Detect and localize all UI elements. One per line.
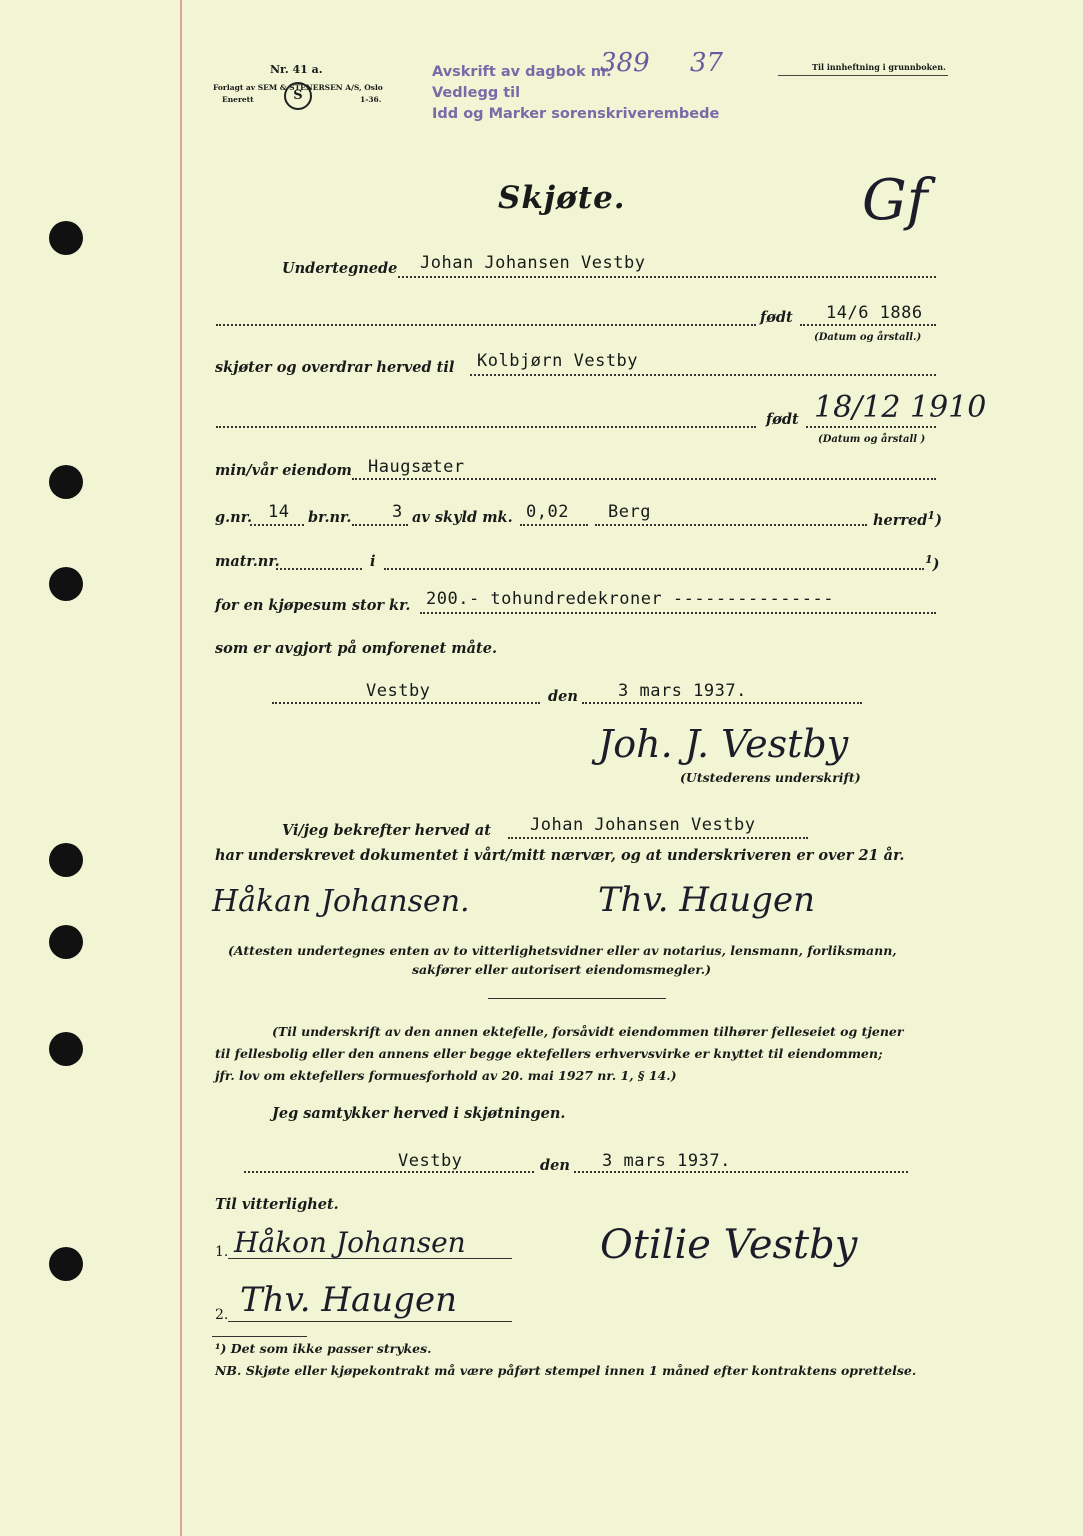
property-label: min/vår eiendom <box>215 462 352 479</box>
grantor-date-hint: (Datum og årstall.) <box>814 332 922 343</box>
publisher-enerett: Enerett <box>222 95 254 104</box>
punch-hole <box>49 567 83 601</box>
witness-signature-1: Håkan Johansen. <box>212 884 470 919</box>
herred-value: Berg <box>608 502 651 522</box>
stamp-line-1: Avskrift av dagbok nr. <box>432 64 612 80</box>
matr-i-label: i <box>370 553 376 570</box>
grantor-born-date: 14/6 1886 <box>826 303 923 323</box>
initials-signature: Gf <box>862 168 928 233</box>
place-1: Vestby <box>366 681 431 701</box>
gnr-line <box>250 524 304 526</box>
punch-hole <box>49 465 83 499</box>
matr-label: matr.nr. <box>215 553 280 570</box>
property-name: Haugsæter <box>368 457 465 477</box>
footnote-marker: 1 <box>925 553 933 566</box>
matr-i-line <box>384 568 924 570</box>
separator-rule <box>488 998 666 999</box>
punch-hole <box>49 1247 83 1281</box>
witness-note-1: (Attesten undertegnes enten av to vitterlighetsvidner eller av notarius, lensmann, forliksmann, <box>228 943 897 958</box>
grantor-name: Johan Johansen Vestby <box>420 253 646 273</box>
price-amount: 200.- tohundredekroner --------------- <box>426 589 834 609</box>
witness-name: Johan Johansen Vestby <box>530 815 756 835</box>
stamp-line-2: Vedlegg til <box>432 85 521 101</box>
consent-place: Vestby <box>398 1151 463 1171</box>
stamp-line-3: Idd og Marker sorenskriverembede <box>432 106 720 122</box>
bnr-label: br.nr. <box>308 509 352 526</box>
publisher-logo-icon: S <box>284 82 312 110</box>
grantee-line <box>470 374 936 376</box>
grantor-born-label: født <box>760 309 793 326</box>
witness-number-1: 1. <box>215 1244 229 1260</box>
vitterlighet-signature-1: Håkon Johansen <box>234 1226 466 1259</box>
date-line-1 <box>582 702 862 704</box>
grantor-label: Undertegnede <box>282 260 398 277</box>
punch-hole <box>49 925 83 959</box>
grantee-born-label: født <box>766 411 799 428</box>
issuer-signature-caption: (Utstederens underskrift) <box>680 770 861 785</box>
grantor-born-line <box>800 324 936 326</box>
footnote-2: NB. Skjøte eller kjøpekontrakt må være påført stempel innen 1 måned efter kontraktens oprettelse. <box>215 1363 917 1378</box>
herred-label: herred$^1$) <box>873 509 942 529</box>
spouse-note-1: (Til underskrift av den annen ektefelle, forsåvidt eiendommen tilhører felleseiet og tjener <box>272 1024 904 1039</box>
witness-signature-2: Thv. Haugen <box>598 880 815 920</box>
gnr-value: 14 <box>268 502 290 522</box>
consent-date: 3 mars 1937. <box>602 1151 731 1171</box>
punch-hole <box>49 843 83 877</box>
grunnbok-note: Til innheftning i grunnboken. <box>812 62 946 72</box>
document-title: Skjøte. <box>498 180 626 216</box>
gnr-label: g.nr. <box>215 509 253 526</box>
witness-note-2: sakfører eller autorisert eiendomsmegler.) <box>412 962 712 977</box>
property-line <box>352 478 936 480</box>
spouse-note-3: jfr. lov om ektefellers formuesforhold av 20. mai 1927 nr. 1, § 14.) <box>215 1068 677 1083</box>
form-number: Nr. 41 a. <box>270 63 323 76</box>
witness-text: har underskrevet dokumentet i vårt/mitt nærvær, og at underskriveren er over 21 år. <box>215 847 905 864</box>
skyld-value: 0,02 <box>526 502 569 522</box>
bnr-line <box>352 524 408 526</box>
consent-date-line <box>574 1171 908 1173</box>
skyld-line <box>520 524 588 526</box>
spouse-signature: Otilie Vestby <box>600 1222 858 1268</box>
date-1: 3 mars 1937. <box>618 681 747 701</box>
matr-footnote: $^1$) <box>925 553 940 573</box>
publisher-line: Forlagt av SEM & STENERSEN A/S, Oslo <box>213 83 383 92</box>
footnote-1: ¹) Det som ikke passer strykes. <box>215 1341 432 1356</box>
grantee-extra-line <box>216 426 756 428</box>
den-label-1: den <box>548 688 578 705</box>
vitterlighet-line-2 <box>228 1321 512 1322</box>
grantee-born-line <box>806 426 936 428</box>
price-line <box>420 612 936 614</box>
footnote-rule <box>212 1336 307 1337</box>
grantee-date-hint: (Datum og årstall ) <box>818 434 926 445</box>
grantee-label: skjøter og overdrar herved til <box>215 359 455 376</box>
issuer-signature: Joh. J. Vestby <box>598 722 849 766</box>
punch-hole <box>49 1032 83 1066</box>
place-line-1 <box>272 702 540 704</box>
dagbok-number: 389 <box>600 48 650 78</box>
dagbok-year: 37 <box>690 48 724 78</box>
witness-line <box>508 837 808 839</box>
consent-den-label: den <box>540 1157 570 1174</box>
vitterlighet-signature-2: Thv. Haugen <box>240 1280 457 1320</box>
skyld-label: av skyld mk. <box>412 509 513 526</box>
matr-line <box>276 568 362 570</box>
consent-place-line <box>244 1171 534 1173</box>
price-settled: som er avgjort på omforenet måte. <box>215 640 497 657</box>
spouse-note-2: til fellesbolig eller den annens eller begge ektefellers erhvervsvirke er knyttet til eiendommen; <box>215 1046 883 1061</box>
punch-hole <box>49 221 83 255</box>
grantee-born-date: 18/12 1910 <box>814 390 987 425</box>
form-date: 1-36. <box>360 95 382 104</box>
witness-label: Vi/jeg bekrefter herved at <box>282 822 491 839</box>
grantee-name: Kolbjørn Vestby <box>477 351 639 371</box>
margin-line <box>180 0 182 1536</box>
footnote-marker: 1 <box>927 509 936 522</box>
header-rule <box>778 75 948 76</box>
consent-text: Jeg samtykker herved i skjøtningen. <box>272 1105 566 1122</box>
grantor-line <box>398 276 936 278</box>
vitterlighet-label: Til vitterlighet. <box>215 1196 339 1213</box>
bnr-value: 3 <box>392 502 403 522</box>
witness-number-2: 2. <box>215 1307 229 1323</box>
price-label: for en kjøpesum stor kr. <box>215 597 411 614</box>
herred-label-text: herred <box>873 511 928 529</box>
herred-line <box>595 524 867 526</box>
grantor-extra-line <box>216 324 756 326</box>
